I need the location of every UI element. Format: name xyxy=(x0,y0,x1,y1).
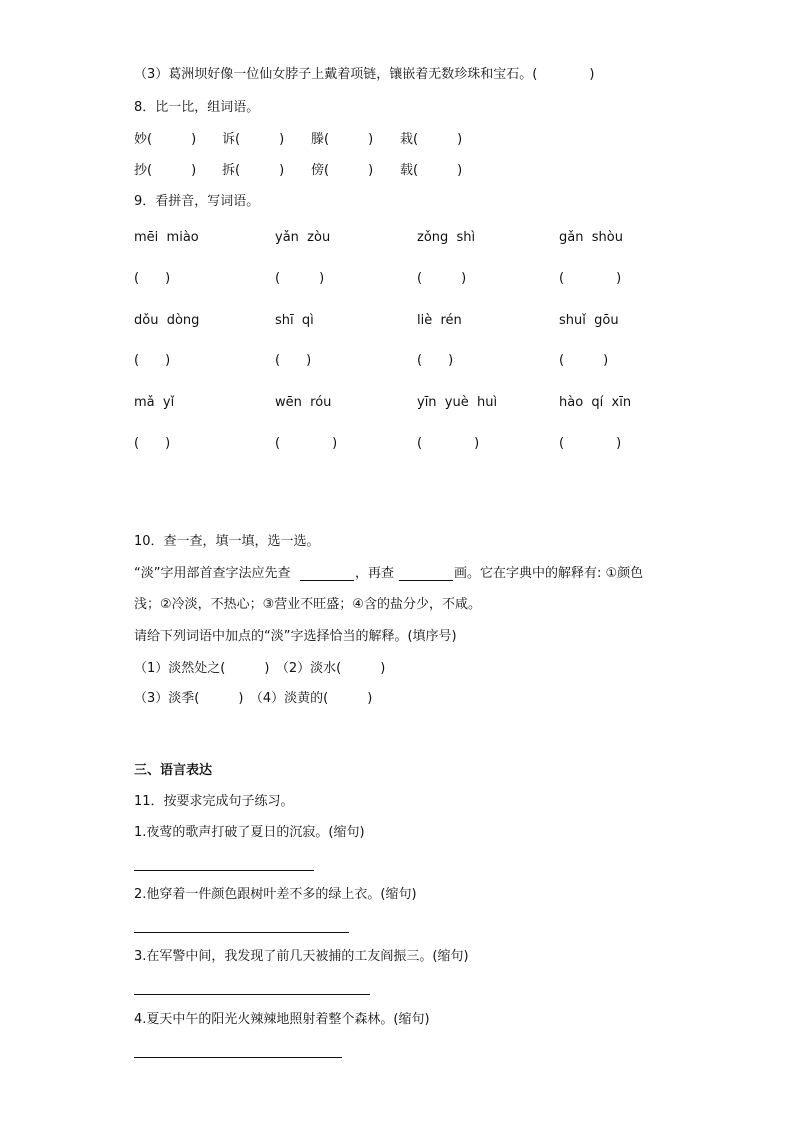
q8-title: 8．比一比，组词语。 xyxy=(134,100,260,115)
q11-item-4: 4.夏天中午的阳光火辣辣地照射着整个森林。(缩句) xyxy=(134,1012,430,1027)
q11-item-1: 1.夜莺的歌声打破了夏日的沉寂。(缩句) xyxy=(134,825,365,840)
q10-radical-blank[interactable] xyxy=(300,580,354,581)
q11-title: 11．按要求完成句子练习。 xyxy=(134,794,294,809)
q11-answer-line-2[interactable] xyxy=(134,932,349,933)
q9-pinyin-3-2: wēn róu xyxy=(275,395,332,410)
q10-text-a: “淡”字用部首查字法应先查 xyxy=(134,566,291,581)
q9-answer-2-2[interactable]: ( ) xyxy=(275,353,312,368)
q9-pinyin-2-3: liè rén xyxy=(417,313,462,328)
q10-text-b: ，再查 xyxy=(355,566,395,581)
q9-answer-1-1[interactable]: ( ) xyxy=(134,271,171,286)
q8-r2-c3[interactable]: 傍( ) xyxy=(311,163,374,178)
q10-strokes-blank[interactable] xyxy=(399,580,453,581)
q9-pinyin-2-2: shī qì xyxy=(275,313,314,328)
q9-answer-2-3[interactable]: ( ) xyxy=(417,353,454,368)
q10-definitions: 浅；②冷淡，不热心；③营业不旺盛；④含的盐分少，不咸。 xyxy=(134,597,481,612)
q10-items-3-4[interactable]: （3）淡季( ) （4）淡黄的( ) xyxy=(134,691,373,706)
q10-text-c: 画。它在字典中的解释有: ①颜色 xyxy=(454,566,644,581)
q8-r2-c4[interactable]: 载( ) xyxy=(400,163,463,178)
q9-answer-1-3[interactable]: ( ) xyxy=(417,271,467,286)
q9-answer-3-1[interactable]: ( ) xyxy=(134,436,171,451)
q9-pinyin-3-1: mǎ yǐ xyxy=(134,395,175,410)
q7-item-3: （3）葛洲坝好像一位仙女脖子上戴着项链，镶嵌着无数珍珠和宝石。( ) xyxy=(134,67,595,82)
q9-pinyin-1-4: gǎn shòu xyxy=(559,230,623,245)
q9-pinyin-1-1: mēi miào xyxy=(134,230,199,245)
q8-r1-c3[interactable]: 滕( ) xyxy=(311,132,374,147)
q9-answer-3-2[interactable]: ( ) xyxy=(275,436,338,451)
q9-answer-1-2[interactable]: ( ) xyxy=(275,271,325,286)
q8-r2-c1[interactable]: 抄( ) xyxy=(134,163,197,178)
q9-answer-3-3[interactable]: ( ) xyxy=(417,436,480,451)
q8-r2-c2[interactable]: 拆( ) xyxy=(222,163,285,178)
q9-pinyin-3-4: hào qí xīn xyxy=(559,395,632,410)
q10-items-1-2[interactable]: （1）淡然处之( ) （2）淡水( ) xyxy=(134,661,386,676)
q11-answer-line-3[interactable] xyxy=(134,994,370,995)
q11-item-3: 3.在军警中间，我发现了前几天被捕的工友阎振三。(缩句) xyxy=(134,949,469,964)
q10-title: 10．查一查，填一填，选一选。 xyxy=(134,534,320,549)
q9-answer-1-4[interactable]: ( ) xyxy=(559,271,622,286)
q9-pinyin-2-1: dǒu dòng xyxy=(134,313,200,328)
q11-item-2: 2.他穿着一件颜色跟树叶差不多的绿上衣。(缩句) xyxy=(134,887,417,902)
q8-r1-c2[interactable]: 诉( ) xyxy=(222,132,285,147)
q9-pinyin-1-3: zǒng shì xyxy=(417,230,476,245)
q9-title: 9．看拼音，写词语。 xyxy=(134,194,260,209)
q11-answer-line-4[interactable] xyxy=(134,1057,342,1058)
q8-r1-c4[interactable]: 栽( ) xyxy=(400,132,463,147)
q9-answer-2-1[interactable]: ( ) xyxy=(134,353,171,368)
section-heading: 三、语言表达 xyxy=(134,763,213,778)
q8-r1-c1[interactable]: 妙( ) xyxy=(134,132,197,147)
q9-answer-2-4[interactable]: ( ) xyxy=(559,353,609,368)
q9-answer-3-4[interactable]: ( ) xyxy=(559,436,622,451)
q9-pinyin-1-2: yǎn zòu xyxy=(275,230,331,245)
q10-instruction: 请给下列词语中加点的“淡”字选择恰当的解释。(填序号) xyxy=(134,629,457,644)
q9-pinyin-2-4: shuǐ gōu xyxy=(559,313,619,328)
q11-answer-line-1[interactable] xyxy=(134,870,314,871)
q9-pinyin-3-3: yīn yuè huì xyxy=(417,395,498,410)
